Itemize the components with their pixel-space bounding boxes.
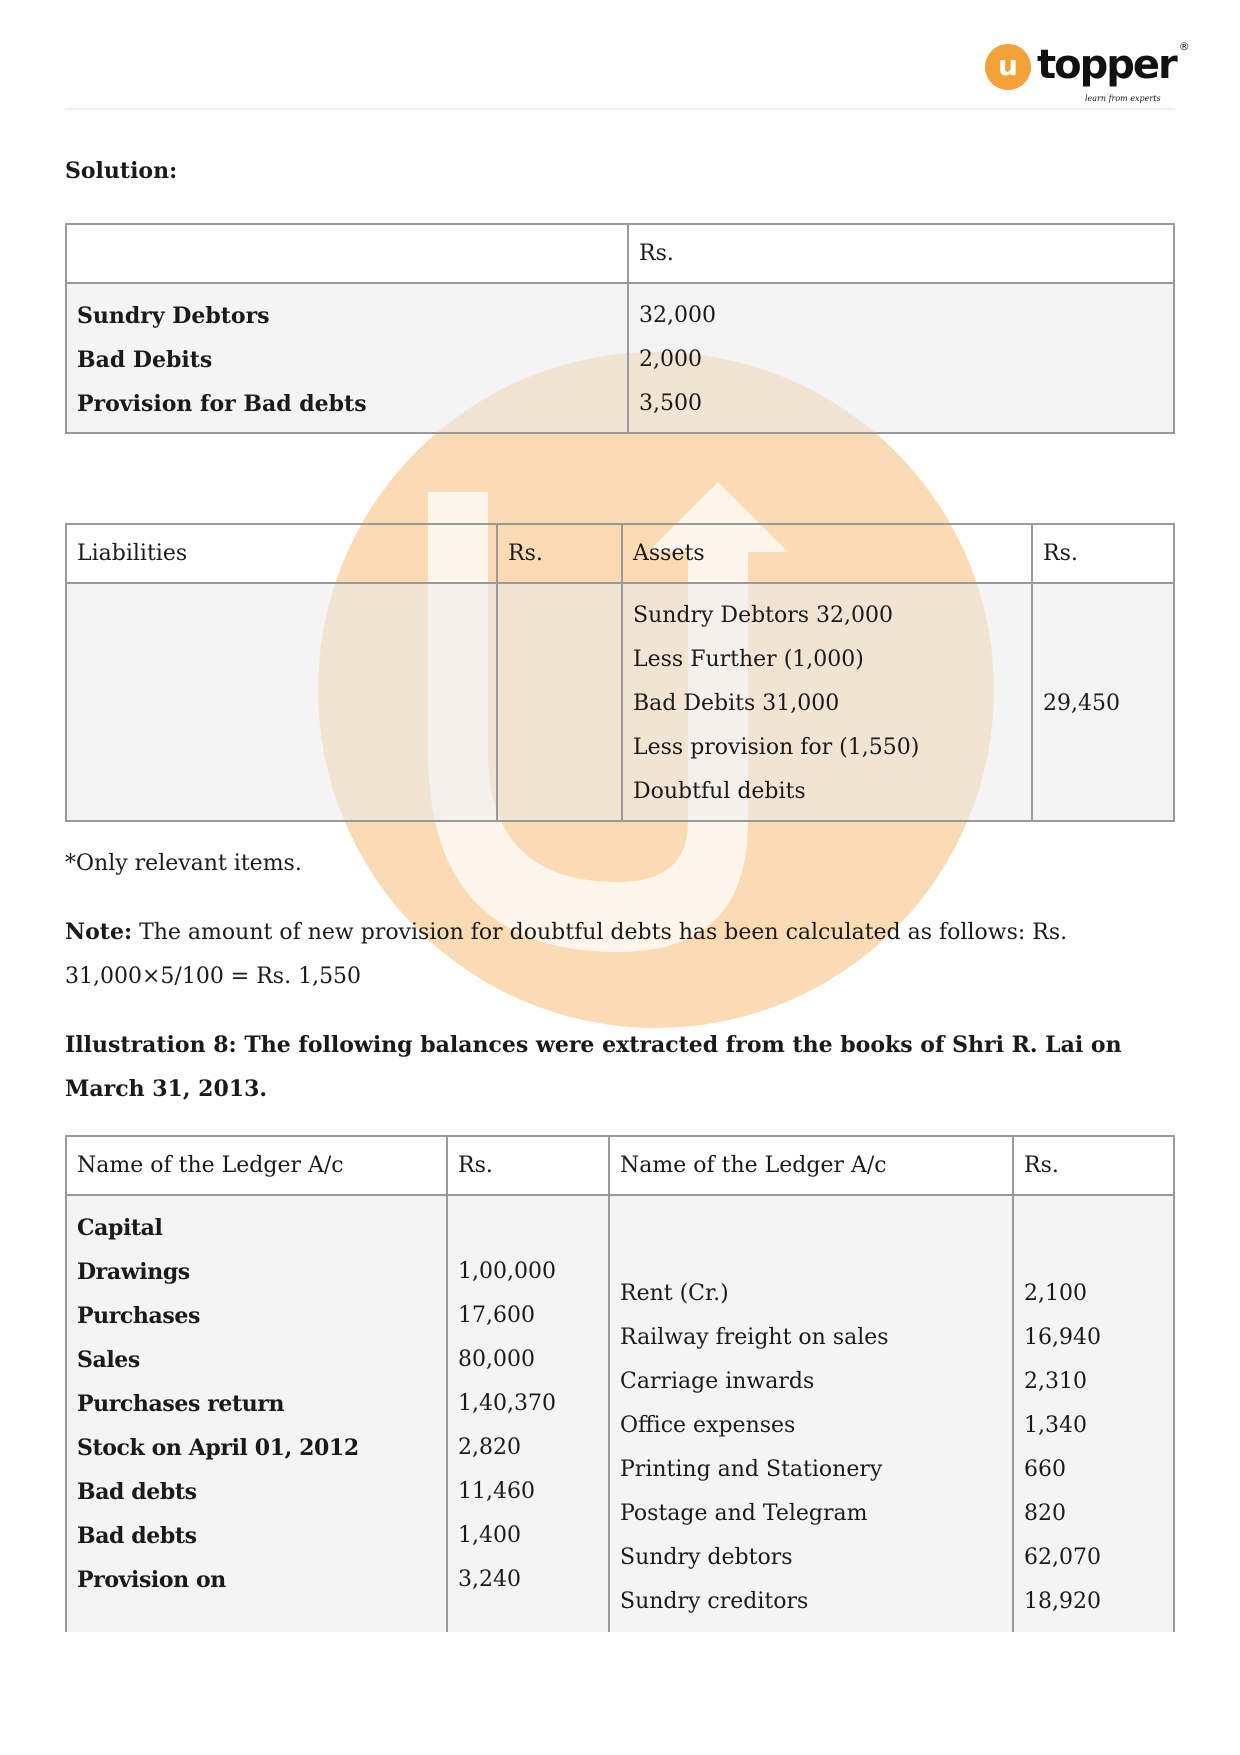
balance-sheet-table: [65, 523, 1175, 822]
ledger-value: 820: [1024, 1501, 1066, 1526]
ledger-value: 660: [1024, 1457, 1066, 1482]
note-paragraph: [65, 910, 1175, 999]
ledger-name: Provision on: [77, 1567, 226, 1593]
header-assets: Assets: [622, 524, 1032, 583]
table-header: [66, 524, 1174, 583]
asset-line: Sundry Debtors 32,000: [633, 603, 894, 628]
ledger-name: Railway freight on sales: [620, 1325, 889, 1350]
asset-line: Doubtful debits: [633, 779, 806, 804]
row-label: Sundry Debtors: [77, 303, 270, 329]
header-ledger: Name of the Ledger A/c: [609, 1136, 1013, 1195]
table-header: [66, 1136, 1174, 1195]
ledger-value: 16,940: [1024, 1325, 1101, 1350]
logo-wordmark: topper: [1037, 42, 1176, 88]
asset-line: Bad Debits 31,000: [633, 691, 840, 716]
ledger-value: 2,100: [1024, 1281, 1087, 1306]
header-cell: [66, 224, 628, 283]
row-label: Provision for Bad debts: [77, 391, 367, 417]
ledger-name: Bad debts: [77, 1523, 197, 1549]
asset-line: Less provision for (1,550): [633, 735, 920, 760]
solution-heading: Solution:: [65, 158, 178, 184]
footnote: *Only relevant items.: [65, 851, 302, 876]
header-rs: Rs.: [1013, 1136, 1174, 1195]
row-value: 3,500: [639, 391, 702, 416]
row-value: 32,000: [639, 303, 716, 328]
ledger-value: 11,460: [458, 1479, 535, 1504]
ledger-value: 62,070: [1024, 1545, 1101, 1570]
ledger-value: 3,240: [458, 1567, 521, 1592]
ledger-name: Purchases: [77, 1303, 200, 1329]
topper-logo: [985, 40, 1200, 106]
logo-mark: u: [985, 44, 1031, 90]
assets-value: 29,450: [1043, 691, 1120, 716]
header-rs: Rs.: [497, 524, 622, 583]
illustration-heading: Illustration 8: The following balances were extracted from the books of Shri R. Lai on March 31, 2013.: [65, 1032, 1122, 1102]
row-label: Bad Debits: [77, 347, 213, 373]
ledger-value: 1,40,370: [458, 1391, 556, 1416]
table-row: [66, 1195, 1174, 1632]
note-text: The amount of new provision for doubtful debts has been calculated as follows: Rs. 31,000×5/100 = Rs. 1,550: [65, 920, 1068, 989]
table-row: [66, 283, 1174, 433]
ledger-name: Drawings: [77, 1259, 190, 1285]
logo-registered: ®: [1178, 40, 1190, 53]
ledger-value: 1,400: [458, 1523, 521, 1548]
logo-row: [985, 40, 1190, 90]
ledger-table: [65, 1135, 1175, 1632]
logo-tagline: learn from experts: [1085, 94, 1161, 103]
ledger-name: Carriage inwards: [620, 1369, 815, 1394]
ledger-name: Capital: [77, 1215, 163, 1241]
ledger-name: Sundry creditors: [620, 1589, 809, 1614]
header-liabilities: Liabilities: [66, 524, 497, 583]
header-ledger: Name of the Ledger A/c: [66, 1136, 447, 1195]
liabilities-value-cell: [497, 583, 622, 821]
header-rs: Rs.: [1032, 524, 1174, 583]
header-rs: Rs.: [447, 1136, 609, 1195]
ledger-value: 17,600: [458, 1303, 535, 1328]
ledger-value: 2,310: [1024, 1369, 1087, 1394]
asset-line: Less Further (1,000): [633, 647, 864, 672]
row-value: 2,000: [639, 347, 702, 372]
note-label: Note:: [65, 919, 133, 945]
ledger-name: Printing and Stationery: [620, 1457, 883, 1482]
table-row: [66, 583, 1174, 821]
header-cell: Rs.: [628, 224, 1174, 283]
summary-table: [65, 223, 1175, 434]
ledger-name: Bad debts: [77, 1479, 197, 1505]
ledger-name: Rent (Cr.): [620, 1281, 729, 1306]
ledger-value: 2,820: [458, 1435, 521, 1460]
ledger-value: 80,000: [458, 1347, 535, 1372]
ledger-value: 1,00,000: [458, 1259, 556, 1284]
table-header: [66, 224, 1174, 283]
header-divider: [65, 108, 1175, 110]
ledger-value: 18,920: [1024, 1589, 1101, 1614]
liabilities-cell: [66, 583, 497, 821]
ledger-name: Postage and Telegram: [620, 1501, 868, 1526]
ledger-name: Sales: [77, 1347, 140, 1373]
ledger-value: 1,340: [1024, 1413, 1087, 1438]
ledger-name: Purchases return: [77, 1391, 285, 1417]
ledger-name: Office expenses: [620, 1413, 796, 1438]
ledger-name: Sundry debtors: [620, 1545, 793, 1570]
ledger-name: Stock on April 01, 2012: [77, 1435, 359, 1461]
